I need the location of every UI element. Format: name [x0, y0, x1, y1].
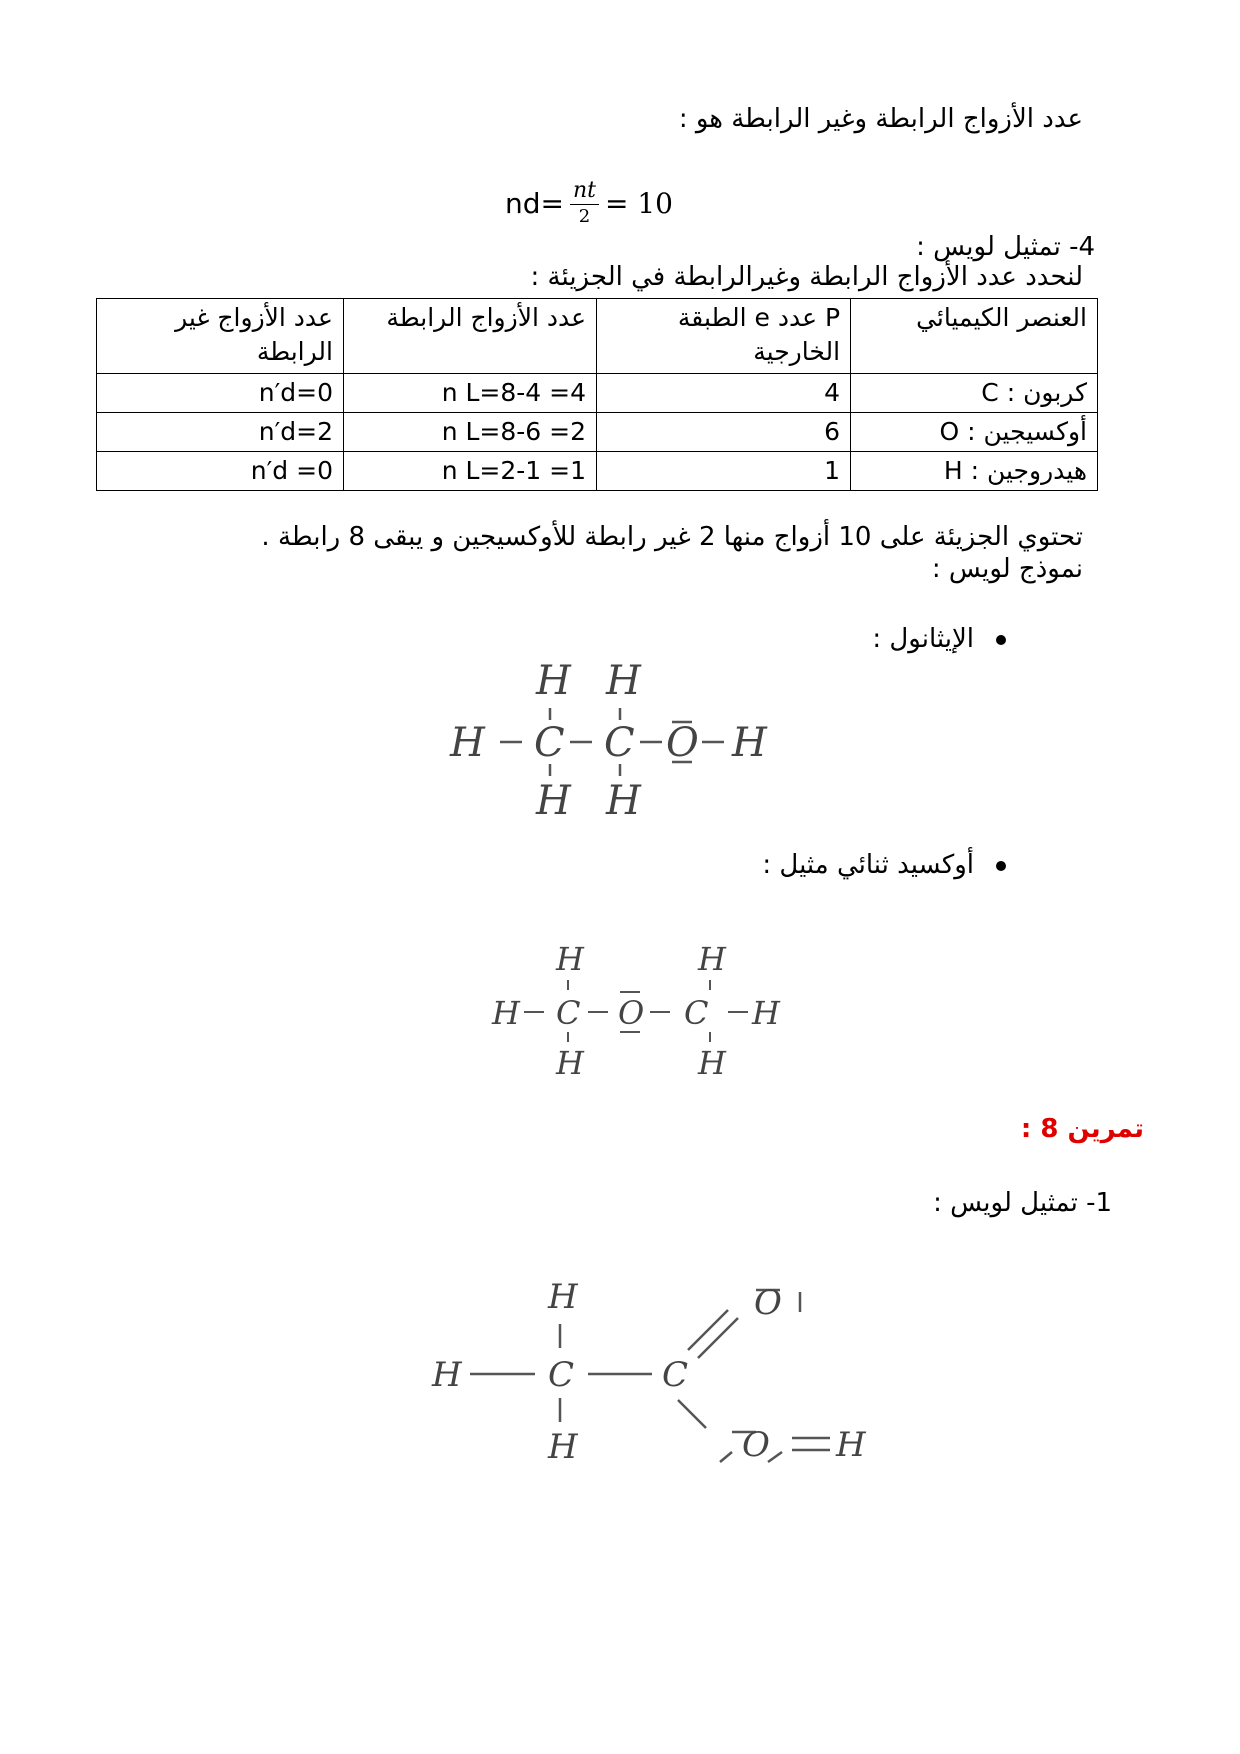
bullet-dot-icon — [996, 861, 1006, 871]
atom-label: O — [666, 720, 699, 766]
atom-label: H — [492, 994, 520, 1032]
table-cell: 4 — [597, 374, 851, 413]
atom-label: H — [536, 658, 571, 704]
table-row — [97, 374, 1098, 413]
table-cell: أوكسيجين : O — [851, 413, 1098, 452]
atom-label: H — [450, 720, 485, 766]
header-valence: P عدد e الطبقة الخارجية — [597, 299, 851, 374]
ethanol-structure — [440, 652, 810, 832]
atom-label: H — [752, 994, 780, 1032]
table-cell: 1 — [597, 452, 851, 491]
header-bonding: عدد الأزواج الرابطة — [343, 299, 596, 374]
atom-label: H — [548, 1427, 578, 1467]
table-header-row — [97, 299, 1098, 374]
atom-label: H — [432, 1355, 462, 1395]
table-cell: n′d=0 — [97, 374, 344, 413]
table-cell: n L=2-1 =1 — [343, 452, 596, 491]
equation-numerator: nt — [570, 178, 599, 205]
atom-label: H — [556, 1044, 584, 1082]
atom-label: C — [604, 720, 635, 766]
equation-fraction — [570, 178, 599, 229]
table-intro: لنحدد عدد الأزواج الرابطة وغيرالرابطة في الجزيئة : — [530, 262, 1083, 292]
dimethyl-ether-structure — [480, 936, 810, 1086]
pairs-equation — [505, 178, 673, 229]
table-cell: n′d=2 — [97, 413, 344, 452]
bullet-dimethyl-ether — [762, 850, 1006, 880]
header-element: العنصر الكيميائي — [851, 299, 1098, 374]
table-cell: n L=8-6 =2 — [343, 413, 596, 452]
pairs-line: عدد الأزواج الرابطة وغير الرابطة هو : — [678, 104, 1083, 134]
atom-label: H — [732, 720, 767, 766]
equation-rhs: = 10 — [605, 187, 673, 220]
atom-label: H — [556, 940, 584, 978]
atom-label: O — [618, 994, 645, 1032]
equation-denominator: 2 — [578, 206, 591, 227]
lewis-model-label: نموذج لويس : — [931, 554, 1083, 584]
atom-label: O — [742, 1425, 770, 1465]
table-cell: n′d =0 — [97, 452, 344, 491]
table-cell: n L=8-4 =4 — [343, 374, 596, 413]
exercise-item-1: 1- تمثيل لويس : — [933, 1188, 1112, 1218]
atom-label: H — [836, 1425, 866, 1465]
bullet-ethanol-label: الإيثانول : — [872, 624, 974, 654]
summary-text: تحتوي الجزيئة على 10 أزواج منها 2 غير رابطة للأوكسيجين و يبقى 8 رابطة . — [261, 522, 1083, 552]
table-row — [97, 452, 1098, 491]
atom-label: H — [698, 1044, 726, 1082]
table-cell: كربون : C — [851, 374, 1098, 413]
atom-label: C — [534, 720, 565, 766]
bullet-dot-icon — [996, 635, 1006, 645]
atom-label: H — [606, 778, 641, 824]
bullet-ethanol — [872, 624, 1006, 654]
atom-label: H — [536, 778, 571, 824]
exercise-title: تمرين 8 : — [1020, 1114, 1144, 1144]
lewis-item-4: 4- تمثيل لويس : — [916, 232, 1095, 262]
table-cell: هيدروجين : H — [851, 452, 1098, 491]
table-cell: 6 — [597, 413, 851, 452]
pairs-table — [96, 298, 1098, 491]
atom-label: O — [754, 1283, 782, 1323]
acid-structure — [420, 1262, 920, 1482]
atom-label: H — [606, 658, 641, 704]
table-row — [97, 413, 1098, 452]
equation-lhs: nd= — [505, 187, 564, 220]
header-nonbonding: عدد الأزواج غير الرابطة — [97, 299, 344, 374]
bullet-dimethyl-ether-label: أوكسيد ثنائي مثيل : — [762, 850, 974, 880]
atom-label: C — [662, 1355, 689, 1395]
atom-label: C — [548, 1355, 575, 1395]
atom-label: H — [548, 1277, 578, 1317]
atom-label: C — [684, 994, 709, 1032]
atom-label: H — [698, 940, 726, 978]
atom-label: C — [556, 994, 581, 1032]
